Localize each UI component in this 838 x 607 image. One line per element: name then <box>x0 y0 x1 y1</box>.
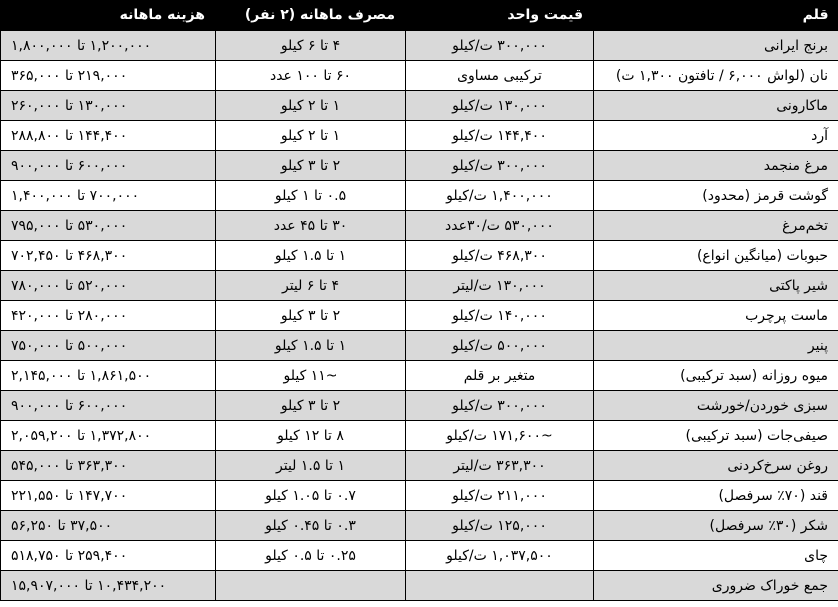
cell-item: نان (لواش ۶,۰۰۰ / تافتون ۱,۳۰۰ ت) <box>594 61 838 91</box>
cell-cost: ۱۳۰,۰۰۰ تا ۲۶۰,۰۰۰ <box>1 91 216 121</box>
cell-cost: ۲۸۰,۰۰۰ تا ۴۲۰,۰۰۰ <box>1 301 216 331</box>
cell-consumption: ۱ تا ۱.۵ کیلو <box>216 331 406 361</box>
cell-consumption: ۰.۲۵ تا ۰.۵ کیلو <box>216 541 406 571</box>
cell-cost: ۱,۸۶۱,۵۰۰ تا ۲,۱۴۵,۰۰۰ <box>1 361 216 391</box>
table-row <box>1 61 838 91</box>
cell-cost: ۴۶۸,۳۰۰ تا ۷۰۲,۴۵۰ <box>1 241 216 271</box>
cell-cost: ۱۴۴,۴۰۰ تا ۲۸۸,۸۰۰ <box>1 121 216 151</box>
table-row <box>1 151 838 181</box>
cell-consumption: ۰.۵ تا ۱ کیلو <box>216 181 406 211</box>
cell-consumption: ۸ تا ۱۲ کیلو <box>216 421 406 451</box>
cell-cost: ۵۲۰,۰۰۰ تا ۷۸۰,۰۰۰ <box>1 271 216 301</box>
table-row <box>1 541 838 571</box>
table-row <box>1 361 838 391</box>
cell-consumption: ۱ تا ۱.۵ لیتر <box>216 451 406 481</box>
total-row <box>1 571 838 601</box>
cell-unit-price: ۱۳۰,۰۰۰ ت/کیلو <box>406 91 594 121</box>
table-row <box>1 91 838 121</box>
cell-unit-price: ترکیبی مساوی <box>406 61 594 91</box>
cell-item: شکر (۳۰٪ سرفصل) <box>594 511 838 541</box>
header-consumption: مصرف ماهانه (۲ نفر) <box>216 0 406 31</box>
cell-unit-price: ۳۶۳,۳۰۰ ت/لیتر <box>406 451 594 481</box>
header-cost: هزینه ماهانه <box>1 0 216 31</box>
cell-consumption: ۴ تا ۶ لیتر <box>216 271 406 301</box>
cell-unit-price: ۱۴۴,۴۰۰ ت/کیلو <box>406 121 594 151</box>
cell-consumption: ۱ تا ۲ کیلو <box>216 91 406 121</box>
cell-unit-price: ~۱۷۱,۶۰۰ ت/کیلو <box>406 421 594 451</box>
table-row <box>1 121 838 151</box>
table-row <box>1 421 838 451</box>
cell-cost: ۲۱۹,۰۰۰ تا ۳۶۵,۰۰۰ <box>1 61 216 91</box>
cell-cost: ۶۰۰,۰۰۰ تا ۹۰۰,۰۰۰ <box>1 151 216 181</box>
cell-item: برنج ایرانی <box>594 31 838 61</box>
cell-item: گوشت قرمز (محدود) <box>594 181 838 211</box>
cell-cost: ۵۰۰,۰۰۰ تا ۷۵۰,۰۰۰ <box>1 331 216 361</box>
cell-cost: ۶۰۰,۰۰۰ تا ۹۰۰,۰۰۰ <box>1 391 216 421</box>
cell-unit-price: ۲۱۱,۰۰۰ ت/کیلو <box>406 481 594 511</box>
cell-item: صیفی‌جات (سبد ترکیبی) <box>594 421 838 451</box>
cell-unit-price: ۱۳۰,۰۰۰ ت/لیتر <box>406 271 594 301</box>
header-row <box>1 0 838 31</box>
table-row <box>1 181 838 211</box>
cell-consumption: ۱ تا ۲ کیلو <box>216 121 406 151</box>
cell-consumption: ۰.۷ تا ۱.۰۵ کیلو <box>216 481 406 511</box>
cell-unit-price: متغیر بر قلم <box>406 361 594 391</box>
cell-item: چای <box>594 541 838 571</box>
table-row <box>1 211 838 241</box>
cell-consumption: ۲ تا ۳ کیلو <box>216 301 406 331</box>
cell-consumption: ۰.۳ تا ۰.۴۵ کیلو <box>216 511 406 541</box>
cell-consumption: ۲ تا ۳ کیلو <box>216 391 406 421</box>
cell-item: حبوبات (میانگین انواع) <box>594 241 838 271</box>
cell-consumption: ۳۰ تا ۴۵ عدد <box>216 211 406 241</box>
cell-item: جمع خوراک ضروری <box>594 571 838 601</box>
cell-item: مرغ منجمد <box>594 151 838 181</box>
cell-item: آرد <box>594 121 838 151</box>
cell-cost: ۷۰۰,۰۰۰ تا ۱,۴۰۰,۰۰۰ <box>1 181 216 211</box>
cell-item: روغن سرخ‌کردنی <box>594 451 838 481</box>
cell-unit-price: ۱,۰۳۷,۵۰۰ ت/کیلو <box>406 541 594 571</box>
cell-consumption: ۶۰ تا ۱۰۰ عدد <box>216 61 406 91</box>
cell-consumption <box>216 571 406 601</box>
table-row <box>1 241 838 271</box>
cell-unit-price: ۵۰۰,۰۰۰ ت/کیلو <box>406 331 594 361</box>
cell-unit-price: ۳۰۰,۰۰۰ ت/کیلو <box>406 151 594 181</box>
cell-unit-price: ۵۳۰,۰۰۰ ت/۳۰عدد <box>406 211 594 241</box>
table-row <box>1 511 838 541</box>
cell-unit-price: ۱,۴۰۰,۰۰۰ ت/کیلو <box>406 181 594 211</box>
cell-unit-price: ۳۰۰,۰۰۰ ت/کیلو <box>406 31 594 61</box>
table-row <box>1 391 838 421</box>
table-row <box>1 271 838 301</box>
cell-item: میوه روزانه (سبد ترکیبی) <box>594 361 838 391</box>
header-unit-price: قیمت واحد <box>406 0 594 31</box>
header-item: قلم <box>594 0 838 31</box>
cell-cost: ۳۷,۵۰۰ تا ۵۶,۲۵۰ <box>1 511 216 541</box>
cell-cost: ۳۶۳,۳۰۰ تا ۵۴۵,۰۰۰ <box>1 451 216 481</box>
cell-item: شیر پاکتی <box>594 271 838 301</box>
cell-unit-price: ۳۰۰,۰۰۰ ت/کیلو <box>406 391 594 421</box>
cell-cost: ۱,۲۰۰,۰۰۰ تا ۱,۸۰۰,۰۰۰ <box>1 31 216 61</box>
cell-item: ماست پرچرب <box>594 301 838 331</box>
table-header <box>1 0 838 31</box>
cell-cost: ۱۴۷,۷۰۰ تا ۲۲۱,۵۵۰ <box>1 481 216 511</box>
cell-cost: ۲۵۹,۴۰۰ تا ۵۱۸,۷۵۰ <box>1 541 216 571</box>
table-row <box>1 331 838 361</box>
table-row <box>1 301 838 331</box>
cell-item: تخم‌مرغ <box>594 211 838 241</box>
cell-consumption: ۲ تا ۳ کیلو <box>216 151 406 181</box>
cell-cost: ۵۳۰,۰۰۰ تا ۷۹۵,۰۰۰ <box>1 211 216 241</box>
table-row <box>1 481 838 511</box>
table-row <box>1 451 838 481</box>
cell-cost: ۱,۳۷۲,۸۰۰ تا ۲,۰۵۹,۲۰۰ <box>1 421 216 451</box>
cell-cost: ۱۰,۴۳۴,۲۰۰ تا ۱۵,۹۰۷,۰۰۰ <box>1 571 216 601</box>
cell-consumption: ~۱۱ کیلو <box>216 361 406 391</box>
cell-unit-price: ۱۴۰,۰۰۰ ت/کیلو <box>406 301 594 331</box>
cell-consumption: ۱ تا ۱.۵ کیلو <box>216 241 406 271</box>
cell-unit-price: ۱۲۵,۰۰۰ ت/کیلو <box>406 511 594 541</box>
cell-item: ماکارونی <box>594 91 838 121</box>
cell-unit-price: ۴۶۸,۳۰۰ ت/کیلو <box>406 241 594 271</box>
table-body <box>1 31 838 601</box>
cell-item: پنیر <box>594 331 838 361</box>
table-row <box>1 31 838 61</box>
cell-item: سبزی خوردن/خورشت <box>594 391 838 421</box>
cell-item: قند (۷۰٪ سرفصل) <box>594 481 838 511</box>
cell-unit-price <box>406 571 594 601</box>
cell-consumption: ۴ تا ۶ کیلو <box>216 31 406 61</box>
